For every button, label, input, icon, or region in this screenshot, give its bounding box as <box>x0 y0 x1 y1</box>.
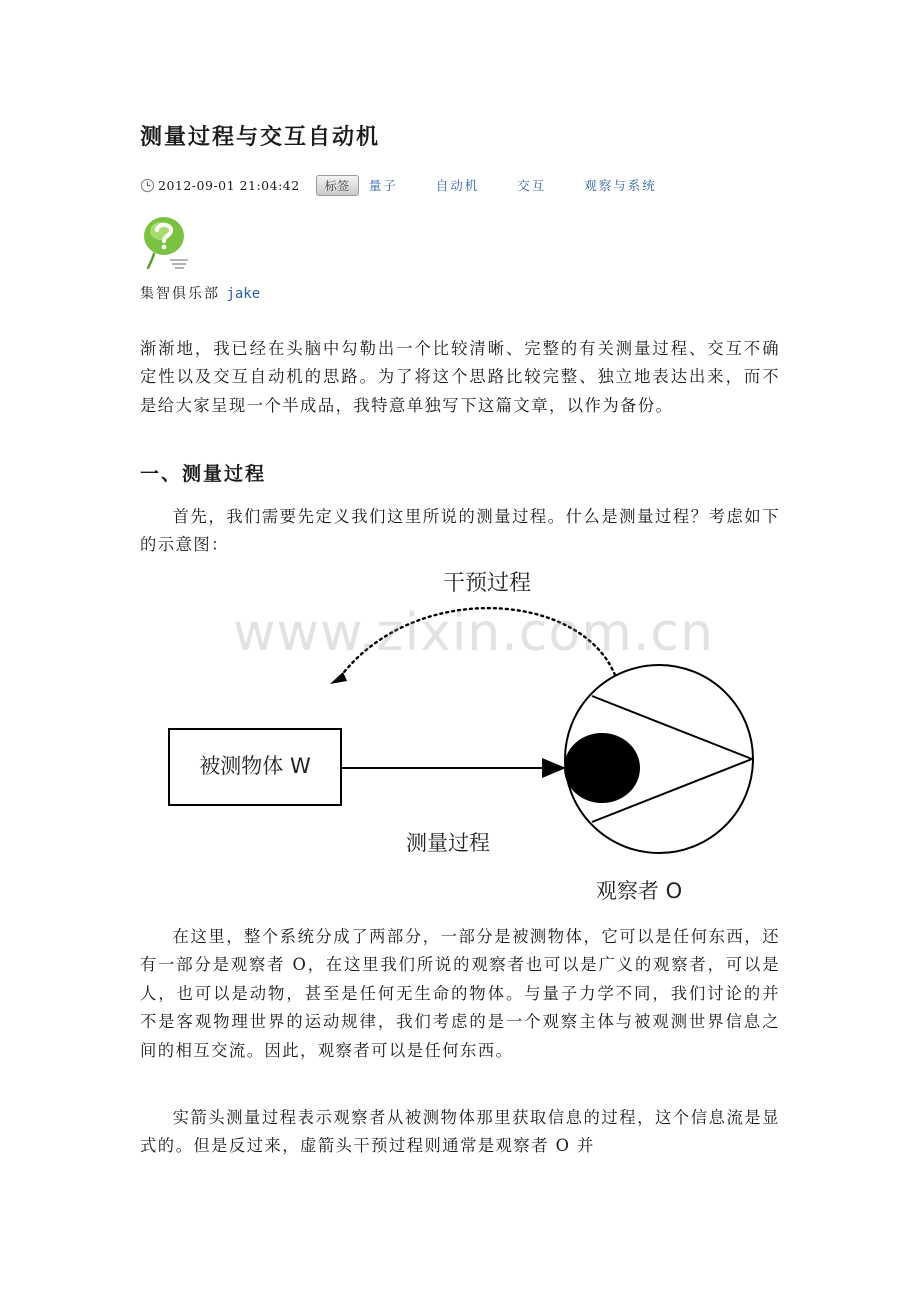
watermark-text: www.zixin.com.cn <box>233 603 714 663</box>
tag-link-interaction[interactable]: 交互 <box>517 178 547 193</box>
author-name-link[interactable]: jake <box>226 286 261 302</box>
avatar[interactable] <box>140 214 196 272</box>
section1-paragraph-1: 首先，我们需要先定义我们这里所说的测量过程。什么是测量过程？考虑如下的示意图： <box>140 507 780 555</box>
author-club: 集智俱乐部 <box>140 286 220 302</box>
section1-paragraph-2: 在这里，整个系统分成了两部分，一部分是被测物体，它可以是任何东西，还有一部分是观察者 O，在这里我们所说的观察者也可以是广义的观察者，可以是人，也可以是动物，甚至是任何无生命的物体。与量子力学不同，我们讨论的并不是客观物理世界的运动规律，我们考虑的是一个观察主体与被观测世界信息之间的相互交流。因此，观察者可以是任何东西。 <box>140 927 780 1060</box>
post-date: 2012-09-01 21:04:42 <box>158 177 300 193</box>
section-heading-measurement: 一、测量过程 <box>140 463 267 485</box>
tag-link-quantum[interactable]: 量子 <box>368 178 398 193</box>
article-title: 测量过程与交互自动机 <box>140 125 381 150</box>
section1-paragraph-3: 实箭头测量过程表示观察者从被测物体那里获取信息的过程，这个信息流是显式的。但是反过来，虚箭头干预过程则通常是观察者 O 并 <box>140 1108 780 1156</box>
tag-label-badge: 标签 <box>316 175 359 196</box>
clock-icon <box>140 178 155 193</box>
observer-label: 观察者 O <box>595 879 683 903</box>
intervention-arrowhead <box>330 672 347 684</box>
intro-paragraph: 渐渐地，我已经在头脑中勾勒出一个比较清晰、完整的有关测量过程、交互不确定性以及交互自动机的思路。为了将这个思路比较完整、独立地表达出来，而不是给大家呈现一个半成品，我特意单独写下这篇文章，以作为备份。 <box>140 339 780 415</box>
observer-eye-pupil <box>564 733 640 803</box>
tag-link-automaton[interactable]: 自动机 <box>435 178 480 193</box>
measurement-label: 测量过程 <box>406 831 490 855</box>
intervention-label: 干预过程 <box>442 571 532 596</box>
author-line <box>140 283 260 303</box>
article-meta <box>140 173 657 197</box>
tag-link-observation-system[interactable]: 观察与系统 <box>584 178 657 193</box>
object-label: 被测物体 W <box>199 754 311 778</box>
